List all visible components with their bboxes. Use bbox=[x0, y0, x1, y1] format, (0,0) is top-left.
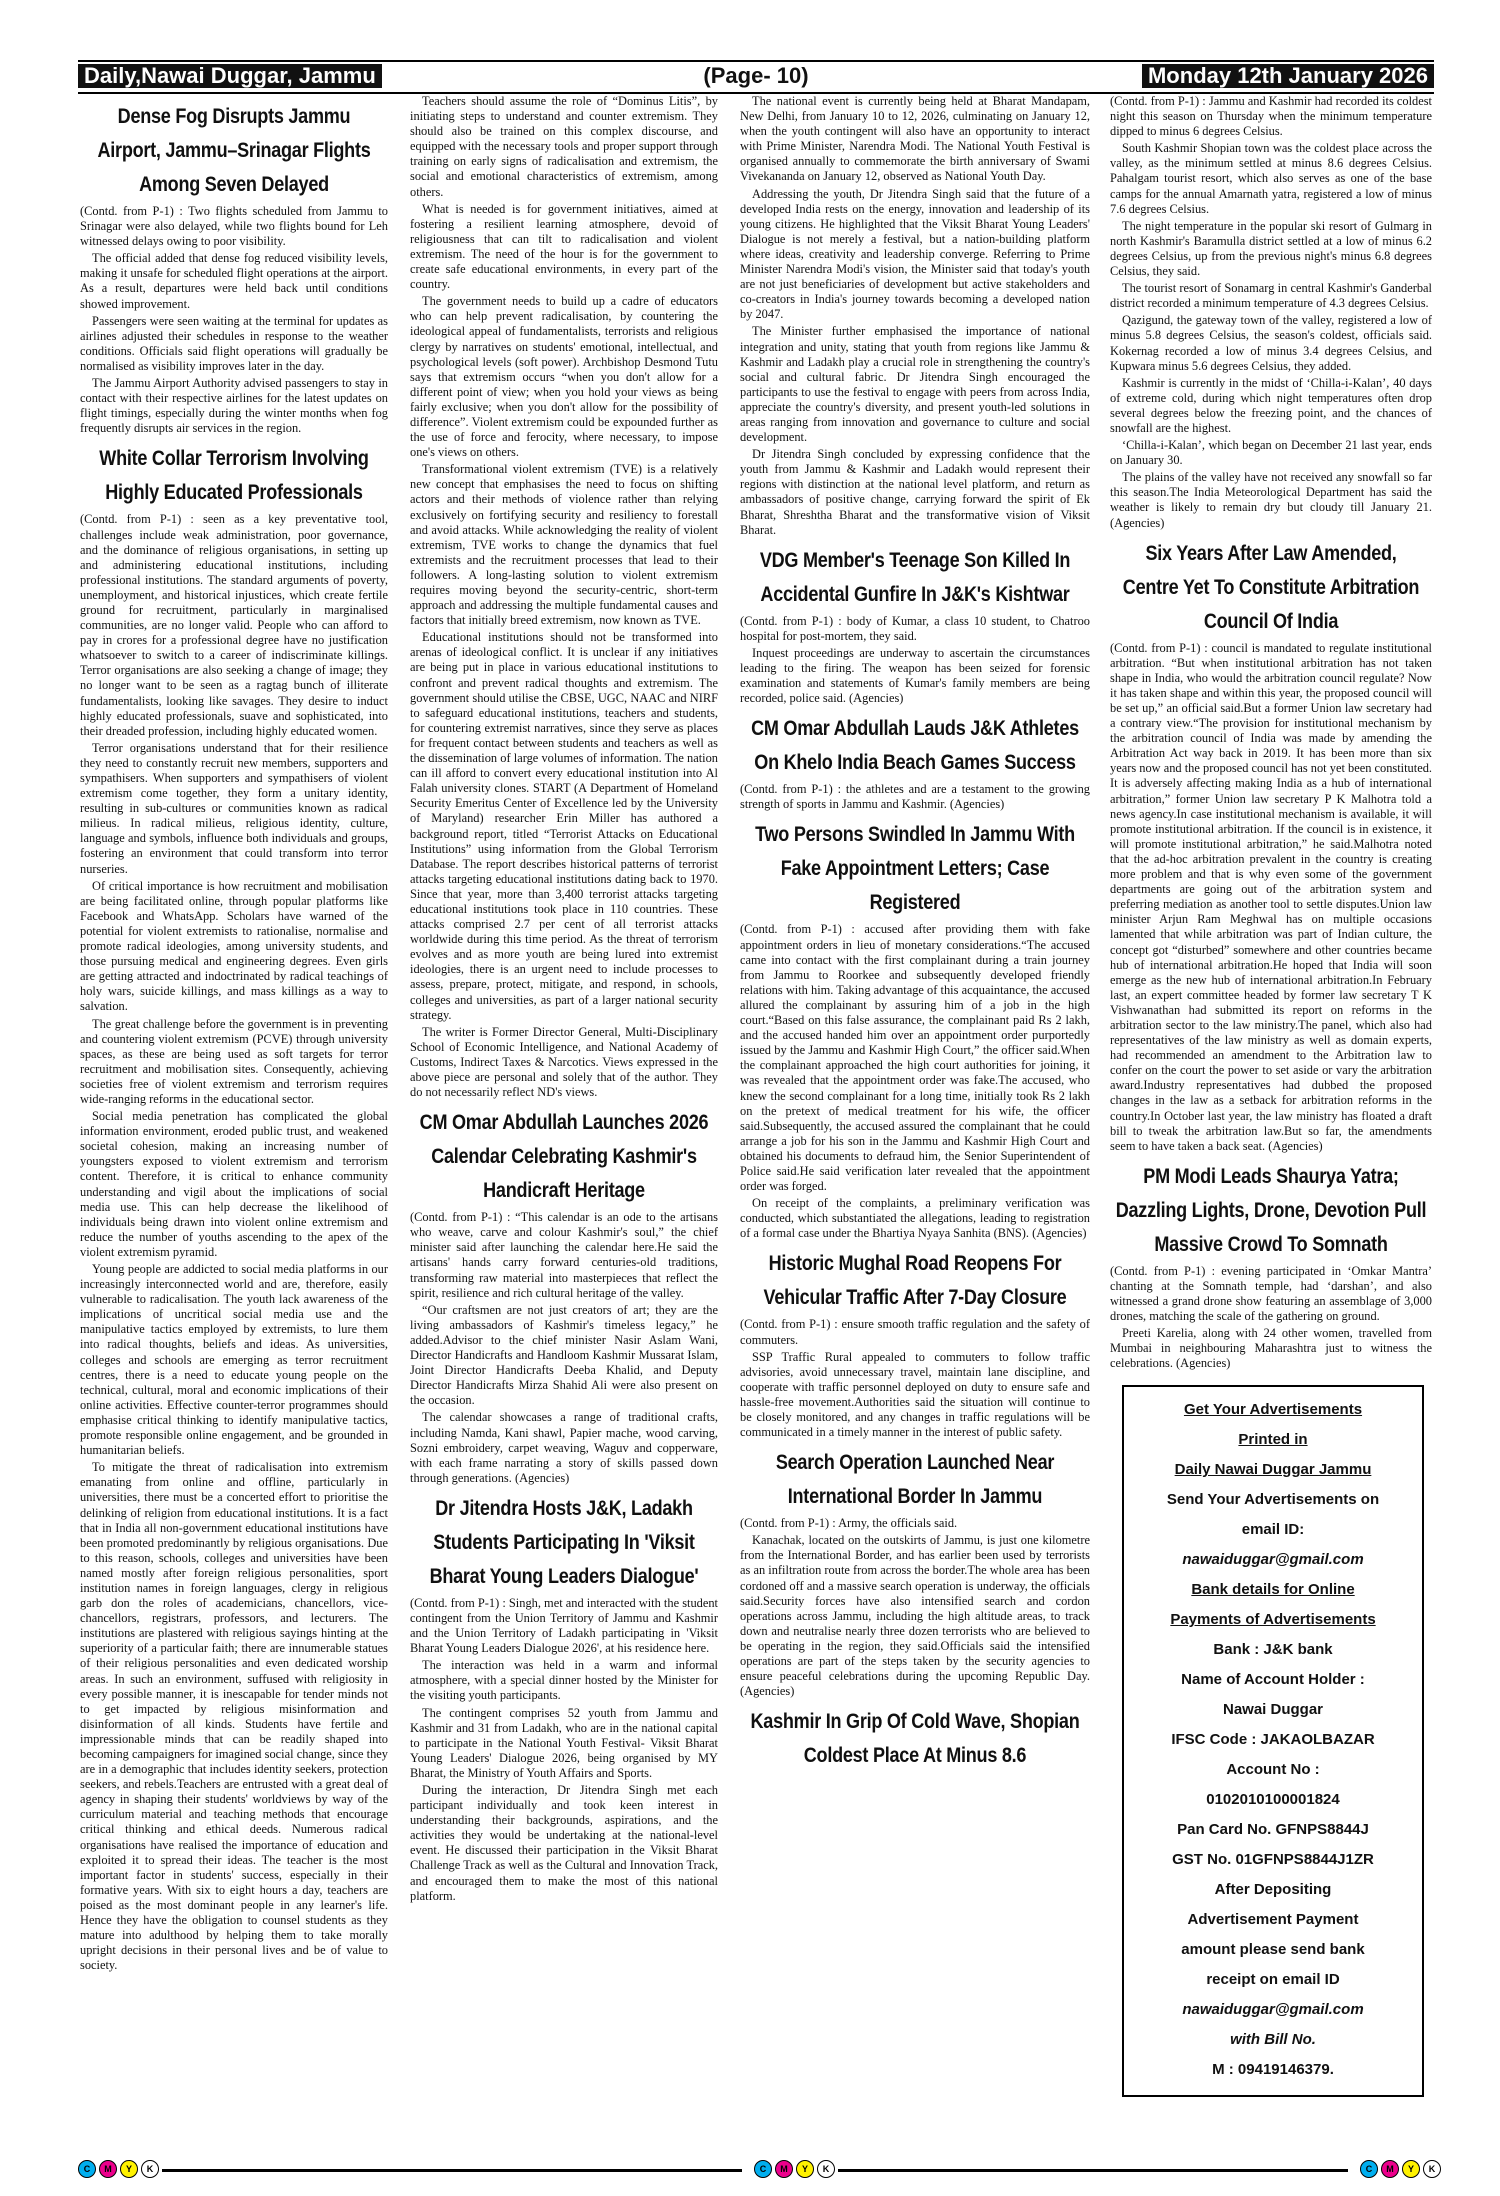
article bbox=[740, 544, 1090, 707]
ad-line: Bank details for Online bbox=[1191, 1581, 1355, 1599]
paragraph: Preeti Karelia, along with 24 other women, travelled from Mumbai in neighbouring Maharashtra just to witness the celebrations. (Agencies) bbox=[1110, 1326, 1432, 1371]
ad-line: Printed in bbox=[1238, 1431, 1308, 1449]
black-mark-icon: K bbox=[1423, 2160, 1441, 2178]
masthead-title: Daily,Nawai Duggar, Jammu bbox=[78, 64, 382, 88]
page-number: (Page- 10) bbox=[78, 64, 1434, 88]
headline: VDG Member's Teenage Son Killed In Accidental Gunfire In J&K's Kishtwar bbox=[759, 548, 1071, 606]
ad-line: Daily Nawai Duggar Jammu bbox=[1174, 1461, 1372, 1479]
ad-line: amount please send bank bbox=[1181, 1941, 1365, 1959]
registration-marks-left bbox=[78, 2160, 159, 2178]
headline: White Collar Terrorism Involving Highly Educated Professionals bbox=[99, 447, 369, 505]
article bbox=[740, 712, 1090, 812]
headline: Dense Fog Disrupts Jammu Airport, Jammu–Srinagar Flights Among Seven Delayed bbox=[97, 105, 371, 196]
paragraph: (Contd. from P-1) : Jammu and Kashmir had recorded its coldest night this season on Thursday when the minimum temperature dipped to minus 6 degrees Celsius. bbox=[1110, 94, 1432, 139]
paragraph: The government needs to build up a cadre of educators who can help prevent radicalisation, by countering the ideological appeal of fundamentalists, terrorists and religious clergy by narratives on students' emotional, intellectual, and psychological levels (soft power). Archbishop Desmond Tutu says that extremism occurs “when you don't allow for a different point of view; when you hold your views as being fairly exclusive; when you don't allow for the possibility of difference”. Violent extremism could be expounded further as the use of force and ferocity, where necessary, to impose one's views on others. bbox=[410, 294, 718, 460]
ad-line: 0102010100001824 bbox=[1206, 1791, 1340, 1809]
paragraph: During the interaction, Dr Jitendra Singh met each participant individually and took keen interest in understanding their backgrounds, aspirations, and the activities they would be undertaking at the national-level event. He discussed their participation in the Viksit Bharat Challenge Track as well as the Cultural and Innovation Track, and encouraged them to make the most of this national platform. bbox=[410, 1783, 718, 1903]
paragraph: The calendar showcases a range of traditional crafts, including Namda, Kani shawl, Papier mache, wood carving, Sozni embroidery, carpet weaving, Waguv and copperware, with each frame narrating a story of skills passed down through generations. (Agencies) bbox=[410, 1410, 718, 1485]
paragraph: Of critical importance is how recruitment and mobilisation are being facilitated online, through popular platforms like Facebook and WhatsApp. Scholars have warned of the potential for violent extremists to rationalise, normalise and promote radical ideologies, among university students, and those pursuing medical and engineering degrees. Even girls are getting attracted and indoctrinated by radical teachings of holy wars, suicide killings, and mass killings as a way to salvation. bbox=[80, 878, 388, 1014]
paragraph: Terror organisations understand that for their resilience they need to constantly recruit new members, supporters and sympathisers. When supporters and sympathisers of violent extremism come together, they form a unitary identity, resulting in sub-cultures or communities known as radical milieus. In radical milieus, religious identity, culture, language and symbols, influence both individuals and groups, fostering an environment that could transform into terror nurseries. bbox=[80, 740, 388, 876]
headline: CM Omar Abdullah Lauds J&K Athletes On Khelo India Beach Games Success bbox=[751, 717, 1079, 775]
paragraph: (Contd. from P-1) : Army, the officials said. bbox=[740, 1516, 958, 1531]
headline: Search Operation Launched Near International Border In Jammu bbox=[775, 1451, 1055, 1509]
yellow-mark-icon: Y bbox=[796, 2160, 814, 2178]
paragraph: The tourist resort of Sonamarg in central Kashmir's Ganderbal district recorded a minimum temperature of 4.3 degrees Celsius. bbox=[1110, 281, 1432, 311]
magenta-mark-icon: M bbox=[1381, 2160, 1399, 2178]
ad-line: Advertisement Payment bbox=[1187, 1911, 1359, 1929]
paragraph: The night temperature in the popular ski resort of Gulmarg in north Kashmir's Baramulla district settled at a low of minus 6.2 degrees Celsius, up from the previous night's minus 6.8 degrees Celsius, they said. bbox=[1110, 218, 1432, 279]
paragraph: Kashmir is currently in the midst of ‘Chilla-i-Kalan’, 40 days of extreme cold, during which night temperatures often drop several degrees below the freezing point, and the chances of snowfall are the highest. bbox=[1110, 375, 1432, 435]
cyan-mark-icon: C bbox=[1360, 2160, 1378, 2178]
ad-line: IFSC Code : JAKAOLBAZAR bbox=[1171, 1731, 1375, 1749]
ad-line: Pan Card No. GFNPS8844J bbox=[1177, 1821, 1369, 1839]
paragraph: The contingent comprises 52 youth from Jammu and Kashmir and 31 from Ladakh, who are in the national capital to participate in the National Youth Festival- Viksit Bharat Young Leaders' Dialogue 2026, being organised by MY Bharat, the Ministry of Youth Affairs and Sports. bbox=[410, 1705, 718, 1780]
ad-line: Bank : J&K bank bbox=[1213, 1641, 1333, 1659]
yellow-mark-icon: Y bbox=[120, 2160, 138, 2178]
paragraph: The Jammu Airport Authority advised passengers to stay in contact with their respective airlines for the latest updates on flight timings, especially during the winter months when fog frequently disrupts air services in the region. bbox=[80, 376, 388, 436]
paragraph: Inquest proceedings are underway to ascertain the circumstances leading to the firing. The weapon has been seized for forensic examination and statements of Kumar's family members are being recorded, police said. (Agencies) bbox=[740, 645, 1090, 706]
paragraph: (Contd. from P-1) : “This calendar is an ode to the artisans who weave, carve and colour Kashmir's soul,” the chief minister said after launching the calendar here.He said the artisans' hands carry forward centuries-old traditions, transforming raw material into masterpieces that reflect the spirit, resilience and rich cultural heritage of the valley. bbox=[410, 1210, 718, 1300]
paragraph: (Contd. from P-1) : body of Kumar, a class 10 student, to Chatroo hospital for post-mortem, they said. bbox=[740, 613, 1090, 643]
article bbox=[740, 1247, 1090, 1440]
paragraph: Dr Jitendra Singh concluded by expressing confidence that the youth from Jammu & Kashmir and Ladakh would represent their regions with distinction at the national level platform, and return as ambassadors of positive change, carrying forward the spirit of Ek Bharat, Shreshtha Bharat and the transformative vision of Viksit Bharat. bbox=[740, 447, 1090, 537]
magenta-mark-icon: M bbox=[99, 2160, 117, 2178]
paragraph: Transformational violent extremism (TVE) is a relatively new concept that emphasises the need to focus on shifting actors and their methods of violence rather than relying exclusively on fortifying security and resiliency to forestall and avoid attacks. While acknowledging the reality of violent extremism, TVE works to change the dynamics that fuel extremists and the recruitment processes that lead to their followers. A long-lasting solution to violent extremism requires moving beyond the security-centric, short-term approach and addressing the multiple fundamental causes and factors that initially breed extremism, now known as TVE. bbox=[410, 462, 718, 628]
cyan-mark-icon: C bbox=[754, 2160, 772, 2178]
ad-phone: M : 09419146379. bbox=[1212, 2061, 1334, 2079]
article bbox=[1110, 1160, 1432, 1372]
ad-line: email ID: bbox=[1241, 1521, 1305, 1539]
headline: Historic Mughal Road Reopens For Vehicular Traffic After 7-Day Closure bbox=[763, 1252, 1067, 1310]
column-3 bbox=[740, 94, 1090, 2144]
headline: CM Omar Abdullah Launches 2026 Calendar Celebrating Kashmir's Handicraft Heritage bbox=[419, 1111, 709, 1203]
ad-line: Get Your Advertisements bbox=[1183, 1401, 1363, 1419]
ad-email[interactable]: nawaiduggar@gmail.com bbox=[1182, 1551, 1364, 1569]
article bbox=[80, 100, 388, 436]
paragraph: To mitigate the threat of radicalisation into extremism emanating from online and offline, particularly in universities, there must be a concerted effort to prioritise the delinking of religion from educational institutions. It is a fact that in India all non-government educational institutions have been promoted predominantly by religious organisations. Due to this reason, schools, colleges and universities have been named mostly after foreign religious personalities, sport institution names in foreign languages, clergy in religious garb don the roles of academicians, chancellors, vice-chancellors, registrars, professors, and lecturers. The institutions are plastered with religious sayings hinting at the superiority of a particular faith; there are innumerable statues of their religious personalities and even dedicated worship areas. In such an environment, suffused with religiosity in every possible manner, it is inescapable for tender minds not to get impacted by religious misinformation and disinformation of all kinds. Students have fertile and impressionable minds that can be readily shaped into becoming campaigners for imagined social change, since they are in a demographic that includes identity seekers, protection seekers, and rebels.Teachers are entrusted with a great deal of agency in shaping their students' worldviews by way of the curriculum material and teaching methods that encourage critical thinking and ethical deeds. Numerous radical organisations have realised the importance of education and exploited it to spread their ideas. The teacher is the most important factor in students' success, especially in their formative years. With six to eight hours a day, teachers are poised as the most dominant people in any learner's life. Hence they have the obligation to counsel students as they mature into adulthood by helping them to take morally upright decisions in their personal lives and be of value to society. bbox=[80, 1460, 388, 1973]
magenta-mark-icon: M bbox=[775, 2160, 793, 2178]
paragraph: (Contd. from P-1) : seen as a key preventative tool, challenges include weak administration, poor governance, and the dominance of religious organisations, in setting up and administering educational institutions, including professional institutions. The standard arguments of poverty, unemployment, and historical injustices, which create fertile ground for recruitment, particularly in marginalised communities, are no longer valid. People who can afford to pay in crores for a professional degree have no justification whatsoever to switch to a career of indiscriminate killings. Terror organisations are also seeking a change of image; they no longer want to be seen as a ragtag bunch of illiterate fundamentalists, looking like savages. They desire to induct highly educated professionals, suave and sophisticated, into their dreaded profession, including highly educated women. bbox=[80, 512, 388, 738]
paragraph: (Contd. from P-1) : ensure smooth traffic regulation and the safety of commuters. bbox=[740, 1317, 1090, 1347]
paragraph: (Contd. from P-1) : accused after providing them with fake appointment orders in lieu of monetary considerations.“The accused came into contact with the first complainant during a train journey from Jammu to Roorkee and subsequently developed friendly relations with him. Taking advantage of this acquaintance, the accused allured the complainant by assuring him of a job in the high court.“Based on this false assurance, the complainant paid Rs 2 lakh, and the accused handed him over an appointment order purportedly issued by the Jammu and Kashmir High Court,” the officer said.When the complainant approached the high court authorities for joining, it was revealed that the appointment order was fake.The accused, who knew the second complainant for a long time, initially took Rs 2 lakh on the pretext of medical treatment for his wife, the officer said.Subsequently, the accused assured the complainant that he could arrange a job for his son in the Jammu and Kashmir High Court and obtained his documents to defraud him, the Senior Superintendent of Police said.He said verification later revealed that the appointment order was forged. bbox=[740, 922, 1090, 1194]
registration-marks-center bbox=[754, 2160, 835, 2178]
paragraph: ‘Chilla-i-Kalan’, which began on December 21 last year, ends on January 30. bbox=[1110, 438, 1432, 468]
paragraph: What is needed is for government initiatives, aimed at fostering a resilient learning atmosphere, devoid of religiousness that can tilt to radicalisation and violent extremism. The need of the hour is for the government to create safe educational environments, in every part of the country. bbox=[410, 201, 718, 292]
paragraph: (Contd. from P-1) : evening participated in ‘Omkar Mantra’ chanting at the Somnath temple, had ‘darshan’, and also witnessed a grand drone show featuring an assemblage of 3,000 drones, matching the scale of the gathering on ground. bbox=[1110, 1263, 1432, 1324]
paragraph: Social media penetration has complicated the global information environment, eroded public trust, and weakened societal cohesion, making an increasing number of youngsters exposed to violent extremism and terrorism content. Therefore, it is critical to enhance community understanding and vigil about the implications of social media use. This can help decrease the likelihood of individuals being drawn into violent online extremism and reduce the number of youths ascending to the apex of the violent extremism pyramid. bbox=[80, 1109, 388, 1259]
paragraph: Teachers should assume the role of “Dominus Litis”, by initiating steps to understand and counter extremism. They should also be trained on this complex discourse, and equipped with the necessary tools and proper support through training on early signs of radicalisation and extremism, the social and emotional characteristics of extremism, among others. bbox=[410, 94, 718, 199]
ad-line: GST No. 01GFNPS8844J1ZR bbox=[1172, 1851, 1374, 1869]
paragraph: Educational institutions should not be transformed into arenas of ideological conflict. It is unclear if any initiatives are being put in place in various educational institutions to confront and prevent radical thoughts and extremism. The government should utilise the CBSE, UGC, NAAC and NIRF to safeguard educational institutions, teachers and students, for countering extremist narratives, since they serve as places for frequent contact between students and teachers as well as the dissemination of large volumes of information. The nation can ill afford to convert every educational institution into Al Falah university clones. START (A Department of Homeland Security Emeritus Center of Excellence led by the University of Maryland) researcher Erin Miller has authored a background report, titled “Terrorist Attacks on Educational Institutions” using information from the Global Terrorism Database. The report describes historical patterns of terrorist attacks targeting educational institutions dating back to 1970. Since that year, more than 3,400 terrorist attacks targeting educational institutions took place in 110 countries. These attacks comprised 2.7 per cent of all terrorist attacks worldwide during this time period. As the threat of terrorism evolves and as more youth are being lured into extremist ideologies, there is an urgent need to include processes to assess, prepare, protect, mitigate, and respond, in schools, colleges and universities, as part of a larger national security strategy. bbox=[410, 630, 718, 1022]
footer-rule bbox=[838, 2169, 1348, 2172]
ad-line: Send Your Advertisements on bbox=[1166, 1491, 1380, 1509]
article bbox=[410, 1106, 718, 1486]
article bbox=[1110, 537, 1432, 1154]
column-4 bbox=[1110, 94, 1432, 2144]
ad-line: After Depositing bbox=[1214, 1881, 1332, 1899]
registration-marks-right bbox=[1360, 2160, 1441, 2178]
paragraph: SSP Traffic Rural appealed to commuters to follow traffic advisories, avoid unnecessary travel, maintain lane discipline, and cooperate with traffic personnel deployed on duty to ensure safe and hassle-free movement.Authorities said the situation will continue to be closely monitored, and any changes in traffic regulations will be communicated in a timely manner in the interest of public safety. bbox=[740, 1349, 1090, 1440]
headline: Two Persons Swindled In Jammu With Fake Appointment Letters; Case Registered bbox=[755, 823, 1075, 915]
ad-line: with Bill No. bbox=[1230, 2031, 1316, 2049]
article bbox=[740, 1705, 1090, 1773]
paragraph: The official added that dense fog reduced visibility levels, making it unsafe for scheduled flight operations at the airport. As a result, departures were held back until conditions showed improvement. bbox=[80, 251, 388, 311]
paragraph: Passengers were seen waiting at the terminal for updates as airlines adjusted their schedules in response to the weather conditions. Officials said flight operations will gradually be normalised as visibility improves later in the day. bbox=[80, 313, 388, 373]
paragraph: Qazigund, the gateway town of the valley, registered a low of minus 5.8 degrees Celsius, the season's coldest, officials said. Kokernag recorded a low of minus 3.4 degrees Celsius, and Kupwara minus 5.6 degrees Celsius, they added. bbox=[1110, 313, 1432, 373]
article bbox=[740, 1446, 1090, 1699]
paragraph: (Contd. from P-1) : the athletes and are a testament to the growing strength of sports in Jammu and Kashmir. (Agencies) bbox=[740, 782, 1090, 812]
article bbox=[410, 1492, 718, 1904]
page-footer bbox=[78, 2160, 1434, 2182]
article bbox=[80, 442, 388, 1973]
column-2 bbox=[410, 94, 718, 2144]
page-header bbox=[78, 60, 1434, 94]
ad-line: Account No : bbox=[1226, 1761, 1320, 1779]
paragraph: On receipt of the complaints, a preliminary verification was conducted, which substantiated the allegations, leading to registration of a formal case under the Bhartiya Nyaya Sanhita (BNS). (Agencies) bbox=[740, 1196, 1090, 1241]
ad-line: Payments of Advertisements bbox=[1170, 1611, 1376, 1629]
ad-line: Nawai Duggar bbox=[1222, 1701, 1324, 1719]
ad-email[interactable]: nawaiduggar@gmail.com bbox=[1182, 2001, 1364, 2019]
paragraph: (Contd. from P-1) : council is mandated to regulate institutional arbitration. “But when institutional arbitration has not taken shape in India, who would the arbitration council regulate? Now it has taken shape and within this year, the proposed council will be set up,” an official said.But a former Union law secretary had a contrary view.“The provision for institutional mechanism by the arbitration council of India was made by amending the Arbitration Act way back in 2019. It has been more than six years now and the proposed council has not yet been constituted. It is adversely affecting making India as a hub of international arbitration,” former Union law secretary P K Malhotra told a news agency.In case institutional mechanism is available, it will promote institutional arbitration. If the council is in existence, it will promote institutional arbitration,” he said.Malhotra noted that the ad-hoc arbitration prevalent in the country is creating more problem and that is why even some of the government departments are going out of the arbitration system and preferring mediation as another tool to settle disputes.Union law minister Arjun Ram Meghwal has on multiple occasions lamented that while arbitration was part of Indian culture, the concept got “disturbed” somewhere and other countries became hub of international arbitration.He hoped that India will soon emerge as the new hub of international arbitration.In February last, an expert committee headed by former law secretary T K Vishwanathan had submitted its report on reforms in the arbitration sector to the law ministry.The panel, which also had representatives of the law ministry as well as domain experts, had recommended an amendment to the Arbitration law to confer on the court the power to set aside or vary the arbitration award.Industry representatives had dubbed the proposed changes in the law as a setback for arbitration reforms in the country.In October last year, the law ministry has floated a draft bill to tweak the arbitration law.But so far, the amendments seem to have taken a back seat. (Agencies) bbox=[1110, 640, 1432, 1153]
issue-date: Monday 12th January 2026 bbox=[1142, 64, 1434, 88]
paragraph: (Contd. from P-1) : Two flights scheduled from Jammu to Srinagar were also delayed, while two flights bound for Leh witnessed delays owing to poor visibility. bbox=[80, 204, 388, 249]
paragraph: Young people are addicted to social media platforms in our increasingly interconnected world and are, therefore, easily vulnerable to radicalisation. The youth lack awareness of the implications of uncritical social media use and the manipulative tactics employed by extremists, to lure them into radical thoughts, beliefs and ideas. As universities, colleges and schools are emerging as terror recruitment centres, there is a need to educate young people on the technical, cultural, moral and economic implications of their online activities. Effective counter-terror programmes should emphasise critical thinking to identify manipulative tactics, promote responsible online engagement, and be grounded in humanitarian beliefs. bbox=[80, 1262, 388, 1458]
paragraph: The national event is currently being held at Bharat Mandapam, New Delhi, from January 10 to 12, 2026, culminating on January 12, when the youth contingent will also have an opportunity to interact with Prime Minister, Narendra Modi. The National Youth Festival is organised annually to commemorate the birth anniversary of Swami Vivekananda on January 12, observed as National Youth Day. bbox=[740, 94, 1090, 184]
paragraph: The Minister further emphasised the importance of national integration and unity, stating that youth from regions like Jammu & Kashmir and Ladakh play a crucial role in strengthening the country's social and cultural fabric. Dr Jitendra Singh encouraged the participants to use the festival to engage with peers from across India, appreciate the country's diversity, and present youth-led solutions in areas ranging from innovation and governance to culture and social development. bbox=[740, 324, 1090, 445]
advertisement-box bbox=[1122, 1385, 1424, 2097]
yellow-mark-icon: Y bbox=[1402, 2160, 1420, 2178]
headline: Dr Jitendra Hosts J&K, Ladakh Students Participating In 'Viksit Bharat Young Leaders Dialogue' bbox=[429, 1496, 699, 1588]
paragraph: The writer is Former Director General, Multi-Disciplinary School of Economic Intelligence, and National Academy of Customs, Indirect Taxes & Narcotics. Views expressed in the above piece are personal and solely that of the author. They do not necessarily reflect ND's views. bbox=[410, 1024, 718, 1100]
paragraph: The plains of the valley have not received any snowfall so far this season.The India Meteorological Department has said the weather is likely to remain dry but cloudy till January 21. (Agencies) bbox=[1110, 470, 1432, 530]
black-mark-icon: K bbox=[817, 2160, 835, 2178]
ad-line: receipt on email ID bbox=[1206, 1971, 1340, 1989]
headline: Kashmir In Grip Of Cold Wave, Shopian Coldest Place At Minus 8.6 bbox=[750, 1710, 1080, 1768]
black-mark-icon: K bbox=[141, 2160, 159, 2178]
headline: Six Years After Law Amended, Centre Yet To Constitute Arbitration Council Of India bbox=[1122, 541, 1420, 633]
cyan-mark-icon: C bbox=[78, 2160, 96, 2178]
footer-rule bbox=[162, 2169, 742, 2172]
column-1 bbox=[80, 94, 388, 2144]
paragraph: Kanachak, located on the outskirts of Jammu, is just one kilometre from the International Border, and has earlier been used by terrorists as an infiltration route from across the border.The whole area has been cordoned off and a massive search operation is underway, the officials said.Security forces have also intensified search and cordon operations across Jammu, including the high altitude areas, to track down and neutralise nearly three dozen terrorists who are believed to be operating in the region, they said.Officials said the intensified operations are part of the steps taken by the security agencies to ensure peaceful celebrations during the upcoming Republic Day. (Agencies) bbox=[740, 1533, 1090, 1699]
paragraph: The interaction was held in a warm and informal atmosphere, with a special dinner hosted by the Minister for the visiting youth participants. bbox=[410, 1658, 718, 1703]
paragraph: Addressing the youth, Dr Jitendra Singh said that the future of a developed India rests on the energy, innovation and leadership of its young citizens. He highlighted that the Viksit Bharat Young Leaders' Dialogue is not merely a festival, but a nation-building platform where ideas, creativity and leadership converge. Referring to Prime Minister Narendra Modi's vision, the Minister said that today's youth are not just beneficiaries of development but active stakeholders and co-creators in India's journey towards becoming a developed nation by 2047. bbox=[740, 186, 1090, 322]
headline: PM Modi Leads Shaurya Yatra; Dazzling Lights, Drone, Devotion Pull Massive Crowd To Somnath bbox=[1115, 1164, 1427, 1256]
ad-line: Name of Account Holder : bbox=[1181, 1671, 1365, 1689]
paragraph: (Contd. from P-1) : Singh, met and interacted with the student contingent from the Union Territory of Jammu and Kashmir and the Union Territory of Ladakh participating in 'Viksit Bharat Young Leaders Dialogue 2026', at his residence here. bbox=[410, 1595, 718, 1656]
paragraph: The great challenge before the government is in preventing and countering violent extremism (PCVE) through university spaces, as these are being used as soft targets for terror recruitment and mobilisation sites. Consequently, achieving societies free of violent extremism and terrorism requires wide-ranging reforms in the educational sector. bbox=[80, 1016, 388, 1106]
article bbox=[740, 818, 1090, 1241]
paragraph: “Our craftsmen are not just creators of art; they are the living ambassadors of Kashmir's timeless legacy,” he added.Advisor to the chief minister Nasir Aslam Wani, Director Handicrafts and Handloom Kashmir Mussarat Islam, Joint Director Handicrafts Deeba Khalid, and Deputy Director Handicrafts Mirza Shahid Ali were also present on the occasion. bbox=[410, 1302, 718, 1408]
paragraph: South Kashmir Shopian town was the coldest place across the valley, as the minimum settled at minus 8.6 degrees Celsius. Pahalgam tourist resort, which also serves as one of the base camps for the annual Amarnath yatra, registered a low of minus 7.6 degrees Celsius. bbox=[1110, 141, 1432, 216]
